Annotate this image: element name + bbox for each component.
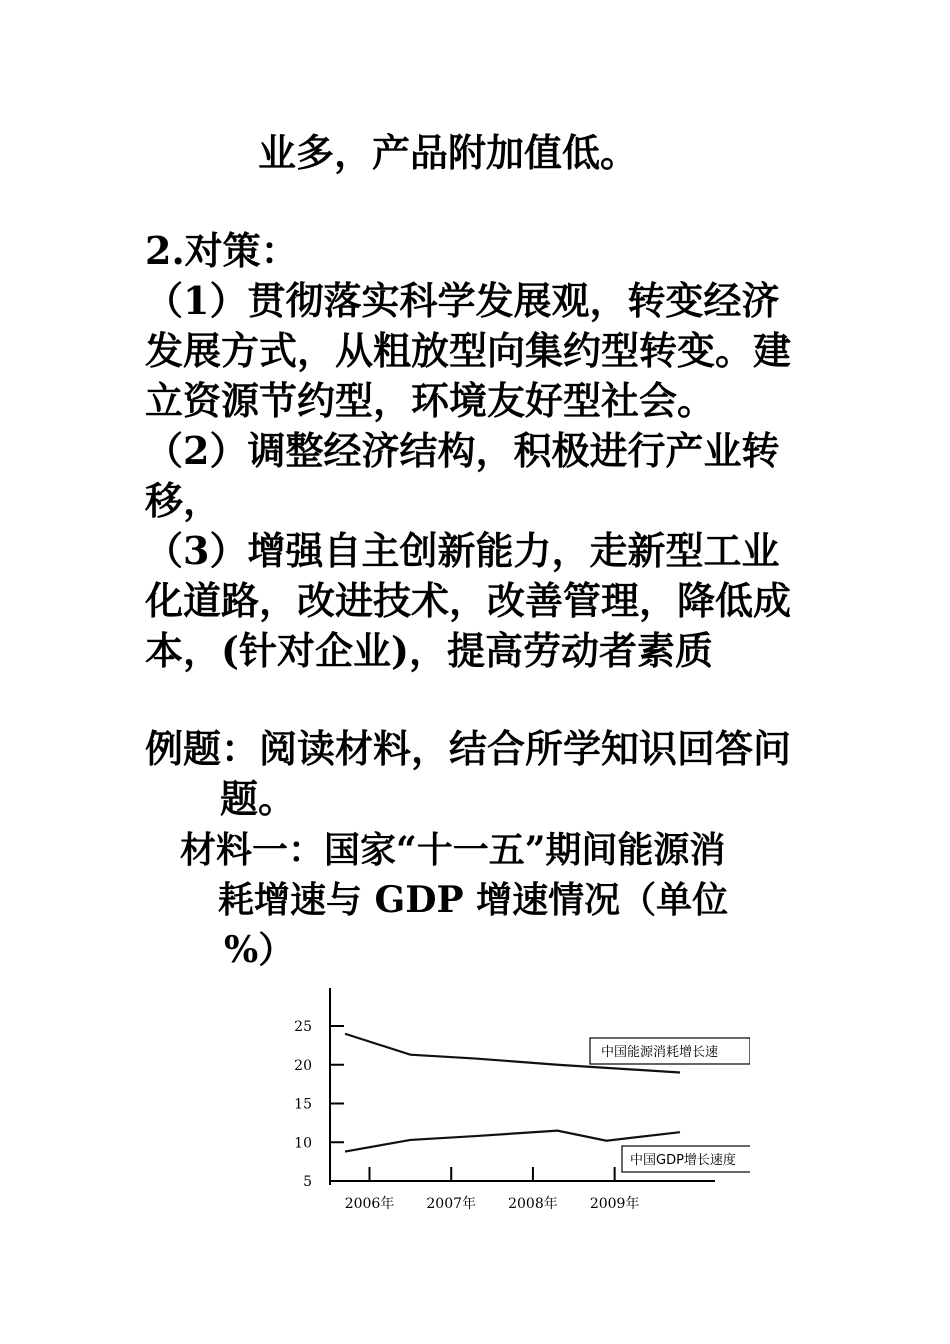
y-tick-label: 25 [294, 1019, 312, 1035]
legend-energy-label: 中国能源消耗增长速 [601, 1045, 719, 1060]
para-1-line-3: 立资源节约型，环境友好型社会。 [145, 378, 716, 423]
para-1-line-2: 发展方式，从粗放型向集约型转变。建 [145, 328, 792, 373]
y-tick-label: 20 [294, 1057, 312, 1074]
x-tick-label: 2007年 [426, 1196, 477, 1212]
para-2-line-1: （2）调整经济结构，积极进行产业转 [145, 428, 780, 473]
x-tick-label: 2006年 [344, 1196, 395, 1212]
example-line-1: 例题：阅读材料，结合所学知识回答问 [145, 726, 792, 771]
para-1-line-1: （1）贯彻落实科学发展观，转变经济 [145, 278, 780, 323]
legend-gdp [622, 1146, 750, 1172]
section-heading: 2.对策： [145, 228, 299, 273]
para-3-line-1: （3）增强自主创新能力，走新型工业 [145, 528, 780, 573]
para-2-line-2: 移， [145, 478, 222, 523]
legend-energy [590, 1038, 750, 1064]
para-3-line-2: 化道路，改进技术，改善管理，降低成 [145, 578, 792, 623]
para-3-line-3: 本，(针对企业)，提高劳动者素质 [145, 628, 713, 673]
x-tick-label: 2008年 [508, 1196, 558, 1212]
legend-gdp-label: 中国GDP增长速度 [630, 1153, 736, 1168]
y-tick-label: 10 [294, 1135, 312, 1152]
line-chart [270, 980, 750, 1230]
y-tick-label: 5 [303, 1174, 312, 1190]
y-tick-label: 15 [294, 1096, 312, 1113]
y-ticks [294, 1019, 344, 1190]
example-line-2: 题。 [220, 776, 297, 821]
x-ticks [345, 1167, 640, 1212]
material-line-1: 材料一：国家“十一五”期间能源消 [180, 829, 726, 871]
material-line-2: 耗增速与 GDP 增速情况（单位 [218, 879, 729, 921]
material-line-3: %） [224, 929, 295, 971]
x-tick-label: 2009年 [589, 1196, 640, 1212]
text-line-1: 业多，产品附加值低。 [258, 130, 639, 175]
